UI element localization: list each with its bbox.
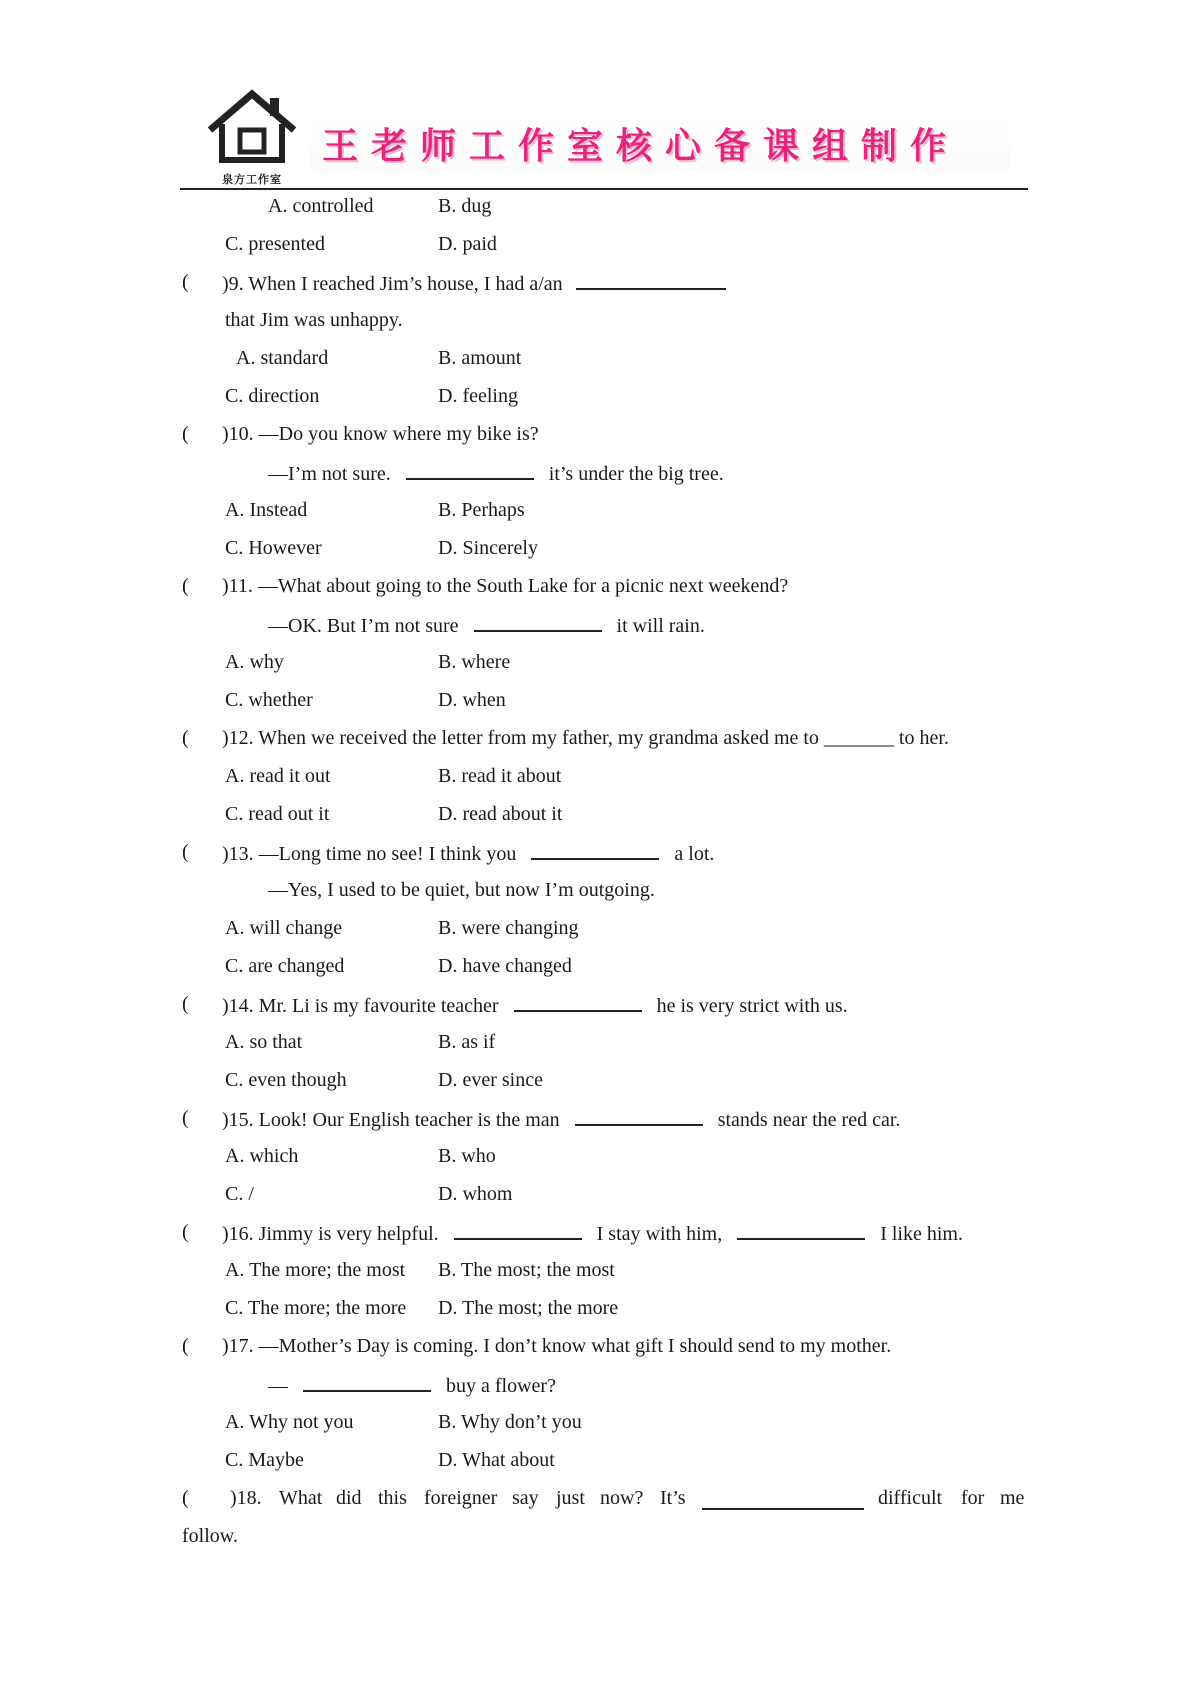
q16-option-a: A. The more; the most bbox=[225, 1259, 406, 1281]
q13-option-b: B. were changing bbox=[438, 917, 579, 939]
q17-line2-a: — bbox=[268, 1375, 288, 1397]
q9-stem-line2: that Jim was unhappy. bbox=[225, 309, 403, 331]
q15-option-a: A. which bbox=[225, 1145, 299, 1167]
q14-option-b: B. as if bbox=[438, 1031, 496, 1053]
q18-s3: did bbox=[336, 1487, 362, 1509]
q15-stem-b: stands near the red car. bbox=[717, 1109, 901, 1131]
q13-stem-a: )13. —Long time no see! I think you bbox=[222, 843, 517, 865]
q18-answer-paren[interactable]: ( bbox=[182, 1487, 189, 1509]
q9-option-b: B. amount bbox=[438, 347, 522, 369]
q17-line2 bbox=[268, 1372, 556, 1398]
header-divider bbox=[180, 188, 1028, 190]
house-logo-icon bbox=[202, 88, 302, 190]
q14-answer-paren[interactable]: ( bbox=[182, 993, 189, 1015]
q18-s7: just bbox=[556, 1487, 585, 1509]
q15-answer-paren[interactable]: ( bbox=[182, 1107, 189, 1129]
q11-option-b: B. where bbox=[438, 651, 511, 673]
q11-blank bbox=[474, 612, 602, 632]
q18-line2: follow. bbox=[182, 1525, 238, 1547]
q9-option-c: C. direction bbox=[225, 385, 320, 407]
q18-s5: foreigner bbox=[424, 1487, 498, 1509]
q13-option-c: C. are changed bbox=[225, 955, 345, 977]
q15-blank bbox=[575, 1106, 703, 1126]
q15-stem-a: )15. Look! Our English teacher is the man bbox=[222, 1109, 560, 1131]
q13-stem-b: a lot. bbox=[674, 843, 715, 865]
q15-stem bbox=[222, 1106, 900, 1132]
q12-option-b: B. read it about bbox=[438, 765, 562, 787]
q17-option-a: A. Why not you bbox=[225, 1411, 354, 1433]
q9-stem-text: )9. When I reached Jim’s house, I had a/an bbox=[222, 273, 563, 295]
q11-line2 bbox=[268, 612, 705, 638]
q14-stem-b: he is very strict with us. bbox=[656, 995, 848, 1017]
q17-line2-b: buy a flower? bbox=[446, 1375, 556, 1397]
q15-option-c: C. / bbox=[225, 1183, 254, 1205]
q15-option-b: B. who bbox=[438, 1145, 496, 1167]
q14-stem-a: )14. Mr. Li is my favourite teacher bbox=[222, 995, 499, 1017]
q8-option-c: C. presented bbox=[225, 233, 325, 255]
q14-option-a: A. so that bbox=[225, 1031, 303, 1053]
q10-answer-paren[interactable]: ( bbox=[182, 423, 189, 445]
q12-option-c: C. read out it bbox=[225, 803, 330, 825]
q8-option-b: B. dug bbox=[438, 195, 492, 217]
q18-s2: What bbox=[279, 1487, 323, 1509]
q17-option-d: D. What about bbox=[438, 1449, 555, 1471]
q10-option-b: B. Perhaps bbox=[438, 499, 525, 521]
banner-title: 王老师工作室核心备课组制作 bbox=[322, 126, 960, 167]
q16-stem-a: )16. Jimmy is very helpful. bbox=[222, 1223, 439, 1245]
q17-option-b: B. Why don’t you bbox=[438, 1411, 582, 1433]
q13-stem bbox=[222, 840, 714, 866]
q9-stem bbox=[222, 270, 726, 296]
q13-answer-paren[interactable]: ( bbox=[182, 841, 189, 863]
q18-s10: difficult bbox=[878, 1487, 943, 1509]
q16-option-b: B. The most; the most bbox=[438, 1259, 615, 1281]
q14-stem bbox=[222, 992, 848, 1018]
q8-option-a: A. controlled bbox=[268, 195, 374, 217]
q16-option-d: D. The most; the more bbox=[438, 1297, 619, 1319]
q11-option-a: A. why bbox=[225, 651, 284, 673]
q10-option-c: C. However bbox=[225, 537, 322, 559]
q16-stem bbox=[222, 1220, 963, 1246]
q15-option-d: D. whom bbox=[438, 1183, 513, 1205]
q11-line2-b: it will rain. bbox=[616, 615, 705, 637]
q18-blank bbox=[702, 1490, 864, 1510]
q18-s6: say bbox=[512, 1487, 539, 1509]
q16-option-c: C. The more; the more bbox=[225, 1297, 407, 1319]
q11-stem: )11. —What about going to the South Lake for a picnic next weekend? bbox=[222, 575, 789, 597]
q16-blank-1 bbox=[454, 1220, 582, 1240]
logo-caption: 泉方工作室 bbox=[222, 173, 282, 186]
q11-option-d: D. when bbox=[438, 689, 506, 711]
q11-answer-paren[interactable]: ( bbox=[182, 575, 189, 597]
q18-s1: )18. bbox=[230, 1487, 262, 1509]
q17-stem: )17. —Mother’s Day is coming. I don’t know what gift I should send to my mother. bbox=[222, 1335, 892, 1357]
q18-s4: this bbox=[378, 1487, 407, 1509]
q10-line2-b: it’s under the big tree. bbox=[548, 463, 724, 485]
q17-answer-paren[interactable]: ( bbox=[182, 1335, 189, 1357]
q8-option-d: D. paid bbox=[438, 233, 497, 255]
q16-answer-paren[interactable]: ( bbox=[182, 1221, 189, 1243]
q10-stem: )10. —Do you know where my bike is? bbox=[222, 423, 539, 445]
q18-s12: me bbox=[1000, 1487, 1025, 1509]
q12-stem: )12. When we received the letter from my father, my grandma asked me to _______ to her. bbox=[222, 727, 949, 749]
q10-option-a: A. Instead bbox=[225, 499, 308, 521]
q11-line2-a: —OK. But I’m not sure bbox=[268, 615, 459, 637]
q16-stem-b: I stay with him, bbox=[596, 1223, 723, 1245]
q14-blank bbox=[514, 992, 642, 1012]
studio-banner bbox=[310, 110, 1010, 172]
q16-stem-c: I like him. bbox=[880, 1223, 963, 1245]
q11-option-c: C. whether bbox=[225, 689, 313, 711]
q12-option-d: D. read about it bbox=[438, 803, 563, 825]
q17-blank bbox=[303, 1372, 431, 1392]
q18-s11: for bbox=[961, 1487, 985, 1509]
q9-option-d: D. feeling bbox=[438, 385, 518, 407]
q10-line2-a: —I’m not sure. bbox=[268, 463, 391, 485]
q12-option-a: A. read it out bbox=[225, 765, 331, 787]
q9-option-a: A. standard bbox=[236, 347, 329, 369]
q16-blank-2 bbox=[737, 1220, 865, 1240]
q14-option-d: D. ever since bbox=[438, 1069, 543, 1091]
q13-blank bbox=[531, 840, 659, 860]
q18-s8: now? bbox=[600, 1487, 644, 1509]
page-header bbox=[180, 80, 1030, 190]
q17-option-c: C. Maybe bbox=[225, 1449, 304, 1471]
q9-blank bbox=[576, 270, 726, 290]
q13-option-a: A. will change bbox=[225, 917, 343, 939]
q9-answer-paren[interactable]: ( bbox=[182, 271, 189, 293]
q18-s9: It’s bbox=[660, 1487, 686, 1509]
q14-option-c: C. even though bbox=[225, 1069, 347, 1091]
q13-option-d: D. have changed bbox=[438, 955, 572, 977]
q10-line2 bbox=[268, 460, 724, 486]
q10-option-d: D. Sincerely bbox=[438, 537, 538, 559]
q13-line2: —Yes, I used to be quiet, but now I’m outgoing. bbox=[268, 879, 655, 901]
q10-blank bbox=[406, 460, 534, 480]
q12-answer-paren[interactable]: ( bbox=[182, 727, 189, 749]
